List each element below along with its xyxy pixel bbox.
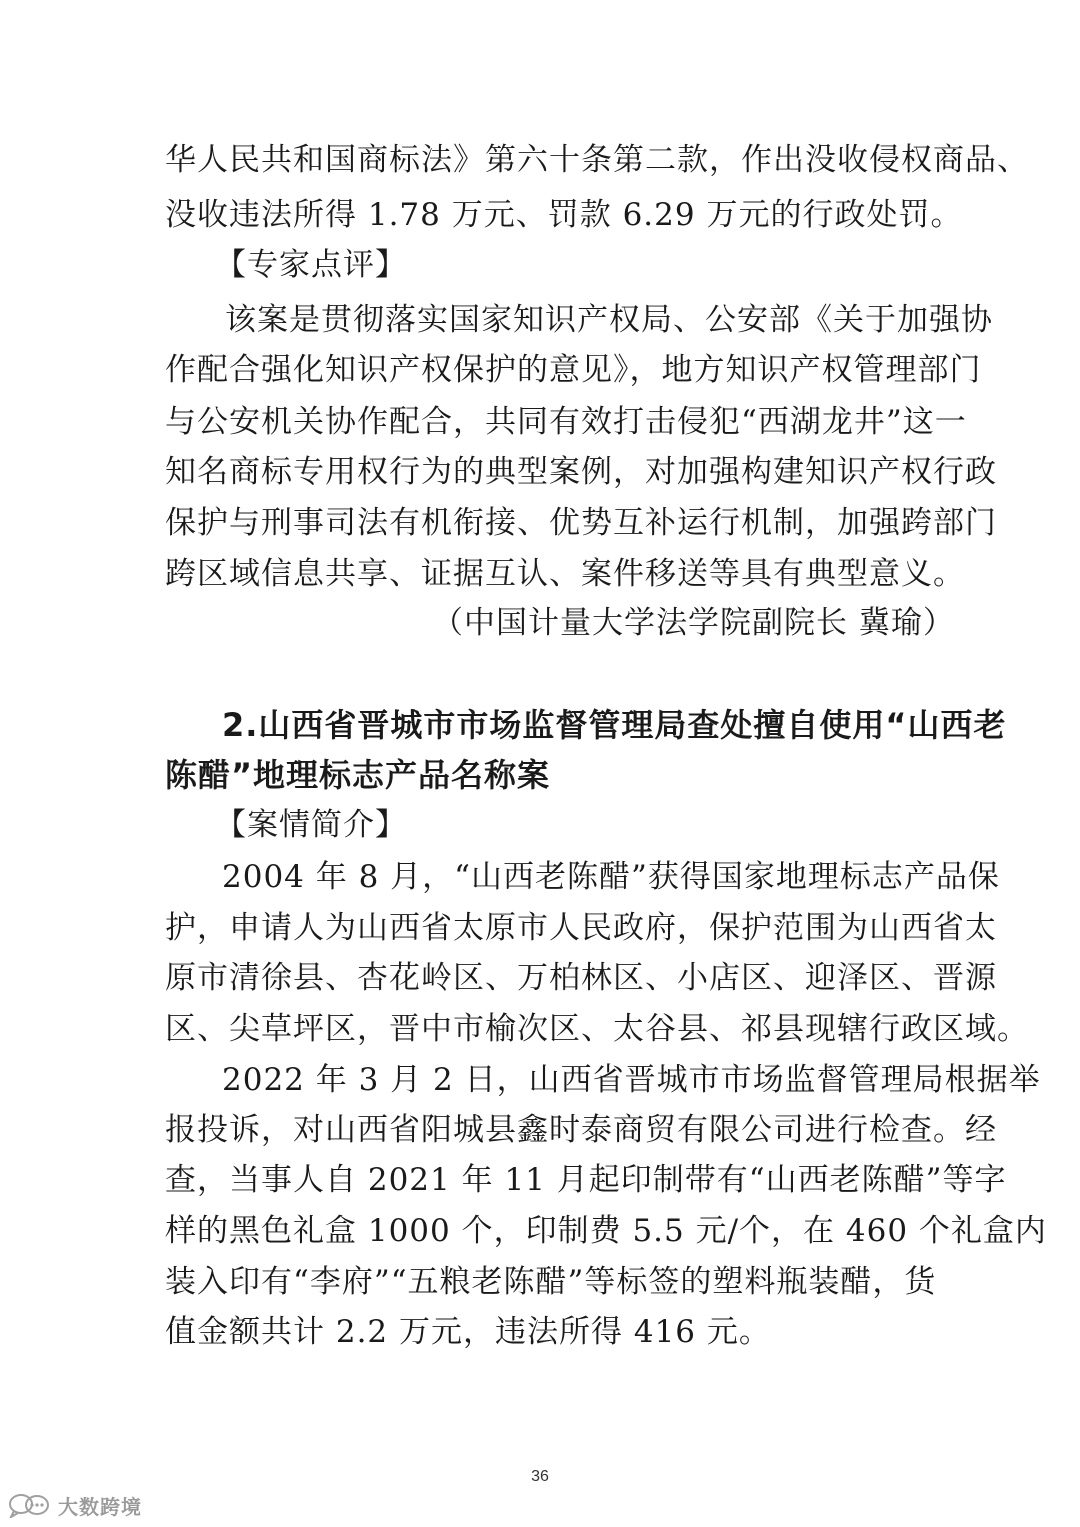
line-text: 与公安机关协作配合，共同有效打击侵犯“西湖龙井”这一 [165, 404, 967, 440]
watermark [8, 1490, 142, 1520]
line-text: 作配合强化知识产权保护的意见》，地方知识产权管理部门 [165, 352, 982, 388]
heading-text: 2.山西省晋城市市场监督管理局查处擅自使用“山西老 [222, 706, 1007, 744]
line-text: 华人民共和国商标法》第六十条第二款，作出没收侵权商品、 [165, 142, 1029, 178]
line-text: 查，当事人自 2021 年 11 月起印制带有“山西老陈醋”等字 [165, 1162, 1007, 1198]
line-text: 报投诉，对山西省阳城县鑫时泰商贸有限公司进行检查。经 [165, 1112, 997, 1148]
line-text: 原市清徐县、杏花岭区、万柏林区、小店区、迎泽区、晋源 [165, 960, 997, 996]
line-text: 知名商标专用权行为的典型案例，对加强构建知识产权行政 [165, 454, 997, 490]
heading-text: 陈醋”地理标志产品名称案 [165, 756, 551, 794]
line-text: 没收违法所得 1.78 万元、罚款 6.29 万元的行政处罚。 [165, 197, 963, 233]
line-text: 样的黑色礼盒 1000 个，印制费 5.5 元/个，在 460 个礼盒内 [165, 1213, 1047, 1249]
line-text: 【案情简介】 [215, 807, 407, 843]
line-text: 装入印有“李府”“五粮老陈醋”等标签的塑料瓶装醋，货 [165, 1264, 937, 1300]
line-text: 【专家点评】 [215, 247, 407, 283]
line-text: 该案是贯彻落实国家知识产权局、公安部《关于加强协 [225, 302, 993, 338]
line-text: 区、尖草坪区，晋中市榆次区、太谷县、祁县现辖行政区域。 [165, 1011, 1029, 1047]
line-text: （中国计量大学法学院副院长 冀瑜） [432, 605, 955, 641]
line-text: 值金额共计 2.2 万元，违法所得 416 元。 [165, 1314, 771, 1350]
line-text: 护，申请人为山西省太原市人民政府，保护范围为山西省太 [165, 910, 997, 946]
watermark-text: 大数跨境 [58, 1494, 142, 1519]
line-text: 跨区域信息共享、证据互认、案件移送等具有典型意义。 [165, 556, 965, 592]
page-number: 36 [531, 1468, 549, 1485]
chat-bubbles-logo-icon [8, 1492, 52, 1518]
line-text: 2022 年 3 月 2 日，山西省晋城市市场监督管理局根据举 [222, 1062, 1041, 1098]
line-text: 保护与刑事司法有机衔接、优势互补运行机制，加强跨部门 [165, 505, 997, 541]
line-text: 2004 年 8 月，“山西老陈醋”获得国家地理标志产品保 [222, 859, 1000, 895]
